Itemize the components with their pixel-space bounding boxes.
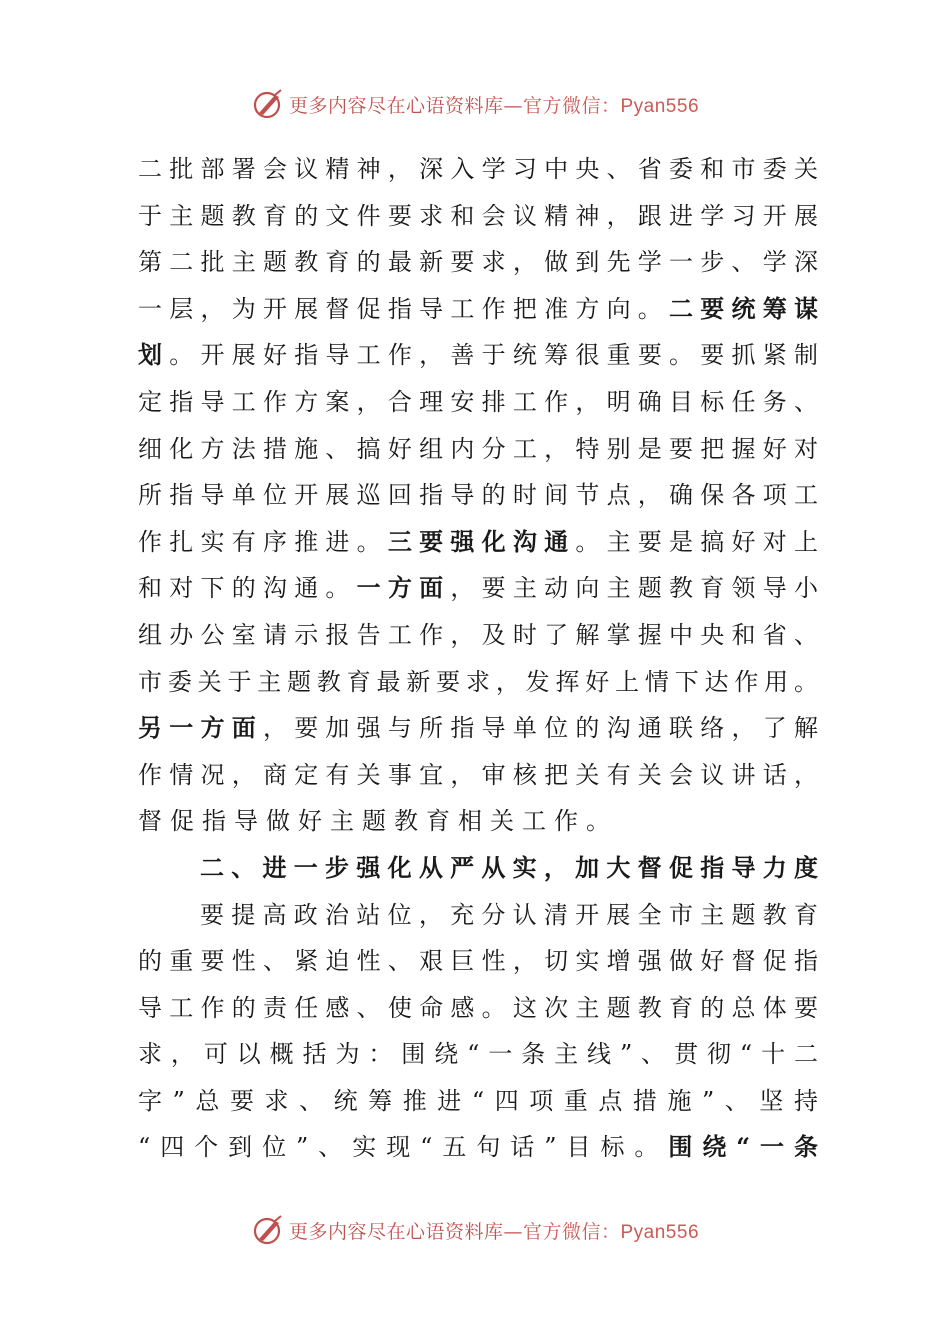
- footer-watermark: [0, 1210, 950, 1250]
- bold-phrase: 围绕“一条: [668, 1132, 818, 1162]
- text-line: 的重要性、紧迫性、艰巨性，切实增强做好督促指: [138, 947, 818, 976]
- text-line: 和对下的沟通。一方面，要主动向主题教育领导小: [138, 573, 819, 603]
- text-line: 导工作的责任感、使命感。这次主题教育的总体要: [138, 993, 818, 1022]
- watermark-text: 更多内容尽在心语资料库—官方微信：Pyan556: [288, 1220, 700, 1243]
- text-line: 作情况，商定有关事宜，审核把关有关会议讲话，: [138, 760, 818, 789]
- text-line: 要提高政治站位，充分认清开展全市主题教育: [200, 900, 818, 929]
- text-line: 督促指导做好主题教育相关工作。: [138, 807, 618, 836]
- text-line: 二批部署会议精神，深入学习中央、省委和市委关: [138, 155, 818, 183]
- text-line: 于主题教育的文件要求和会议精神，跟进学习开展: [138, 201, 818, 230]
- text-line: 定指导工作方案，合理安排工作，明确目标任务、: [138, 387, 818, 416]
- text-line: 一层，为开展督促指导工作把准方向。二要统筹谋: [138, 293, 818, 323]
- document-body: [138, 146, 818, 1171]
- text-line: “四个到位”、实现“五句话”目标。围绕“一条: [138, 1132, 818, 1162]
- text-line: 市委关于主题教育最新要求，发挥好上情下达作用。: [138, 667, 818, 696]
- text-line: 划。开展好指导工作，善于统筹很重要。要抓紧制: [138, 340, 819, 370]
- text-line: 所指导单位开展巡回指导的时间节点，确保各项工: [138, 481, 818, 510]
- text-line: 另一方面，要加强与所指导单位的沟通联络，了解: [138, 713, 818, 743]
- header-watermark: [0, 84, 950, 124]
- text-line: 作扎实有序推进。三要强化沟通。主要是搞好对上: [138, 526, 819, 556]
- text-line: 字”总要求、统筹推进“四项重点措施”、坚持: [138, 1086, 818, 1115]
- bold-phrase: 另一方面: [138, 713, 263, 743]
- bold-phrase: 一方面: [356, 573, 451, 603]
- pen-logo-icon: [251, 87, 285, 121]
- bold-phrase: 划: [138, 340, 170, 370]
- bold-phrase: 二要统筹谋: [669, 293, 818, 323]
- text-line: 第二批主题教育的最新要求，做到先学一步、学深: [138, 248, 818, 277]
- watermark-text: 更多内容尽在心语资料库—官方微信：Pyan556: [288, 94, 700, 117]
- text-line: 求，可以概括为：围绕“一条主线”、贯彻“十二: [138, 1040, 818, 1069]
- bold-phrase: 三要强化沟通: [387, 526, 576, 556]
- text-line: 组办公室请示报告工作，及时了解掌握中央和省、: [138, 620, 818, 649]
- section-heading: 二、进一步强化从严从实，加大督促指导力度: [200, 852, 818, 882]
- pen-logo-icon: [251, 1213, 285, 1247]
- text-line: 细化方法措施、搞好组内分工，特别是要把握好对: [138, 434, 818, 463]
